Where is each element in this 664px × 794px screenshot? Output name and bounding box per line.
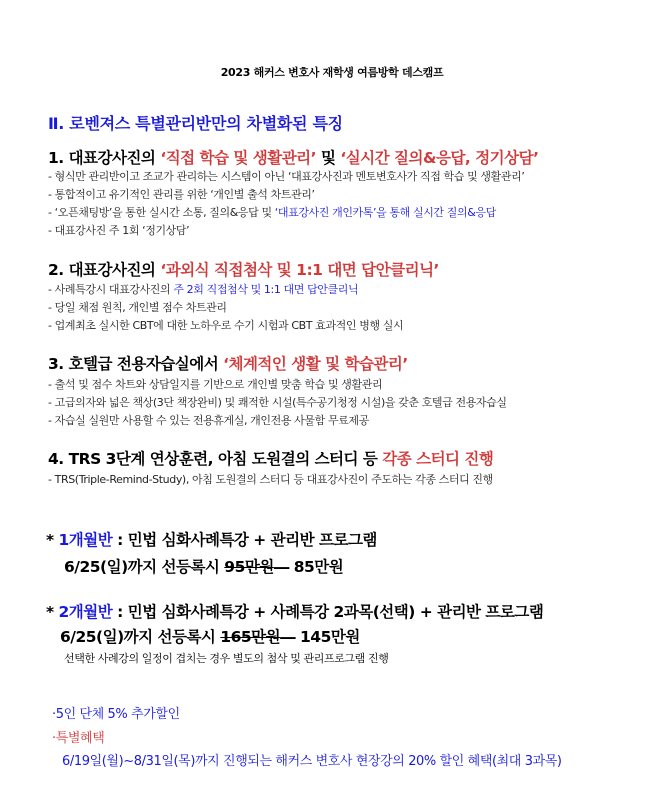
program-2-dash: ― [280, 628, 296, 646]
section-3-item-3: - 자습실 실원만 사용할 수 있는 전용휴게실, 개인전용 사물함 무료제공 [48, 414, 369, 427]
section-2-item-1 [48, 281, 358, 297]
section-1-item-4: - 대표강사진 주 1회 ‘정기상담’ [48, 224, 190, 237]
program-2-new-price: 145만원 [295, 628, 360, 646]
section-1-item-3-text: - ‘오픈채팅방’을 통한 실시간 소통, 질의&응답 및 [48, 206, 275, 219]
special-benefit-text: 6/19일(월)~8/31일(목)까지 진행되는 해커스 변호사 현장강의 20% 할인 혜택(최대 3과목) [62, 754, 562, 769]
group-discount: ·5인 단체 5% 추가할인 [52, 707, 180, 722]
section-1-item-2: - 통합적이고 유기적인 관리를 위한 ‘개인별 출석 차트관리’ [48, 188, 315, 201]
section-1-title [48, 146, 539, 168]
section-2-item-2: - 당일 채점 원칙, 개인별 점수 차트관리 [48, 301, 227, 314]
section-4-item-1: - TRS(Triple-Remind-Study), 아침 도원결의 스터디 등 대표강사진이 주도하는 각종 스터디 진행 [48, 473, 493, 486]
program-2-price-prefix: 6/25(일)까지 선등록시 [60, 628, 221, 646]
section-3-title [48, 352, 408, 374]
program-2-text: : 민법 심화사례특강 + 사례특강 2과목(선택) + 관리반 프로그램 [112, 603, 544, 621]
section-2-title-prefix: 2. 대표강사진의 [48, 261, 161, 279]
program-1-old-price: 95만원 [224, 558, 274, 576]
program-2-star: * [46, 603, 54, 621]
program-1-label: 1개월반 [58, 531, 113, 549]
section-2-item-3: - 업계최초 실시한 CBT에 대한 노하우로 수기 시험과 CBT 효과적인 병행 실시 [48, 319, 404, 332]
section-2-item-1-text: - 사례특강시 대표강사진의 [48, 283, 174, 296]
section-1-item-3-highlight: ‘대표강사진 개인카톡’을 통해 실시간 질의&응답 [274, 206, 496, 219]
section-3-title-prefix: 3. 호텔급 전용자습실에서 [48, 355, 224, 373]
program-1-price [64, 555, 343, 577]
section-1-title-highlight-1: ‘직접 학습 및 생활관리’ [160, 149, 317, 167]
section-3-item-1: - 출석 및 점수 차트와 상담일지를 기반으로 개인별 맞춤 학습 및 생활관리 [48, 378, 383, 391]
special-benefit-label: ·특별혜택 [52, 731, 105, 746]
document-header: 2023 해커스 변호사 재학생 여름방학 데스캠프 [220, 66, 444, 79]
section-2-item-1-highlight: 주 2회 직접첨삭 및 1:1 대면 답안클리닉 [173, 283, 359, 296]
program-1-star: * [46, 531, 54, 549]
section-1-title-prefix: 1. 대표강사진의 [48, 149, 161, 167]
section-3-title-highlight: ‘체계적인 생활 및 학습관리’ [223, 355, 408, 373]
section-3-item-2: - 고급의자와 넓은 책상(3단 책장완비) 및 쾌적한 시설(특수공기청정 시설)을 갖춘 호텔급 전용자습실 [48, 396, 507, 409]
program-1-price-prefix: 6/25(일)까지 선등록시 [64, 558, 225, 576]
section-2-title [48, 258, 439, 280]
section-1-title-highlight-2: ‘실시간 질의&응답, 정기상담’ [340, 149, 539, 167]
program-1-dash: ― [273, 558, 289, 576]
section-1-item-1: - 형식만 관리반이고 조교가 관리하는 시스템이 아닌 ‘대표강사진과 멘토변호사가 직접 학습 및 생활관리’ [48, 170, 525, 183]
section-4-title-prefix: 4. TRS 3단계 연상훈련, 아침 도원결의 스터디 등 [48, 450, 383, 468]
program-2-note: 선택한 사례강의 일정이 겹치는 경우 별도의 첨삭 및 관리프로그램 진행 [64, 652, 389, 665]
program-1-new-price: 85만원 [288, 558, 344, 576]
section-4-title [48, 447, 493, 469]
section-title: Ⅱ. 로벤져스 특별관리반만의 차별화된 특징 [48, 114, 343, 133]
program-2-title [46, 600, 543, 622]
section-2-title-highlight: ‘과외식 직접첨삭 및 1:1 대면 답안클리닉’ [160, 261, 439, 279]
program-1-text: : 민법 심화사례특강 + 관리반 프로그램 [112, 531, 377, 549]
program-2-old-price: 165만원 [220, 628, 281, 646]
program-1-title [46, 528, 377, 550]
program-2-label: 2개월반 [58, 603, 113, 621]
section-1-item-3 [48, 204, 496, 220]
section-1-title-mid: 및 [316, 149, 341, 167]
section-4-title-highlight: 각종 스터디 진행 [382, 450, 494, 468]
program-2-price [60, 625, 360, 647]
